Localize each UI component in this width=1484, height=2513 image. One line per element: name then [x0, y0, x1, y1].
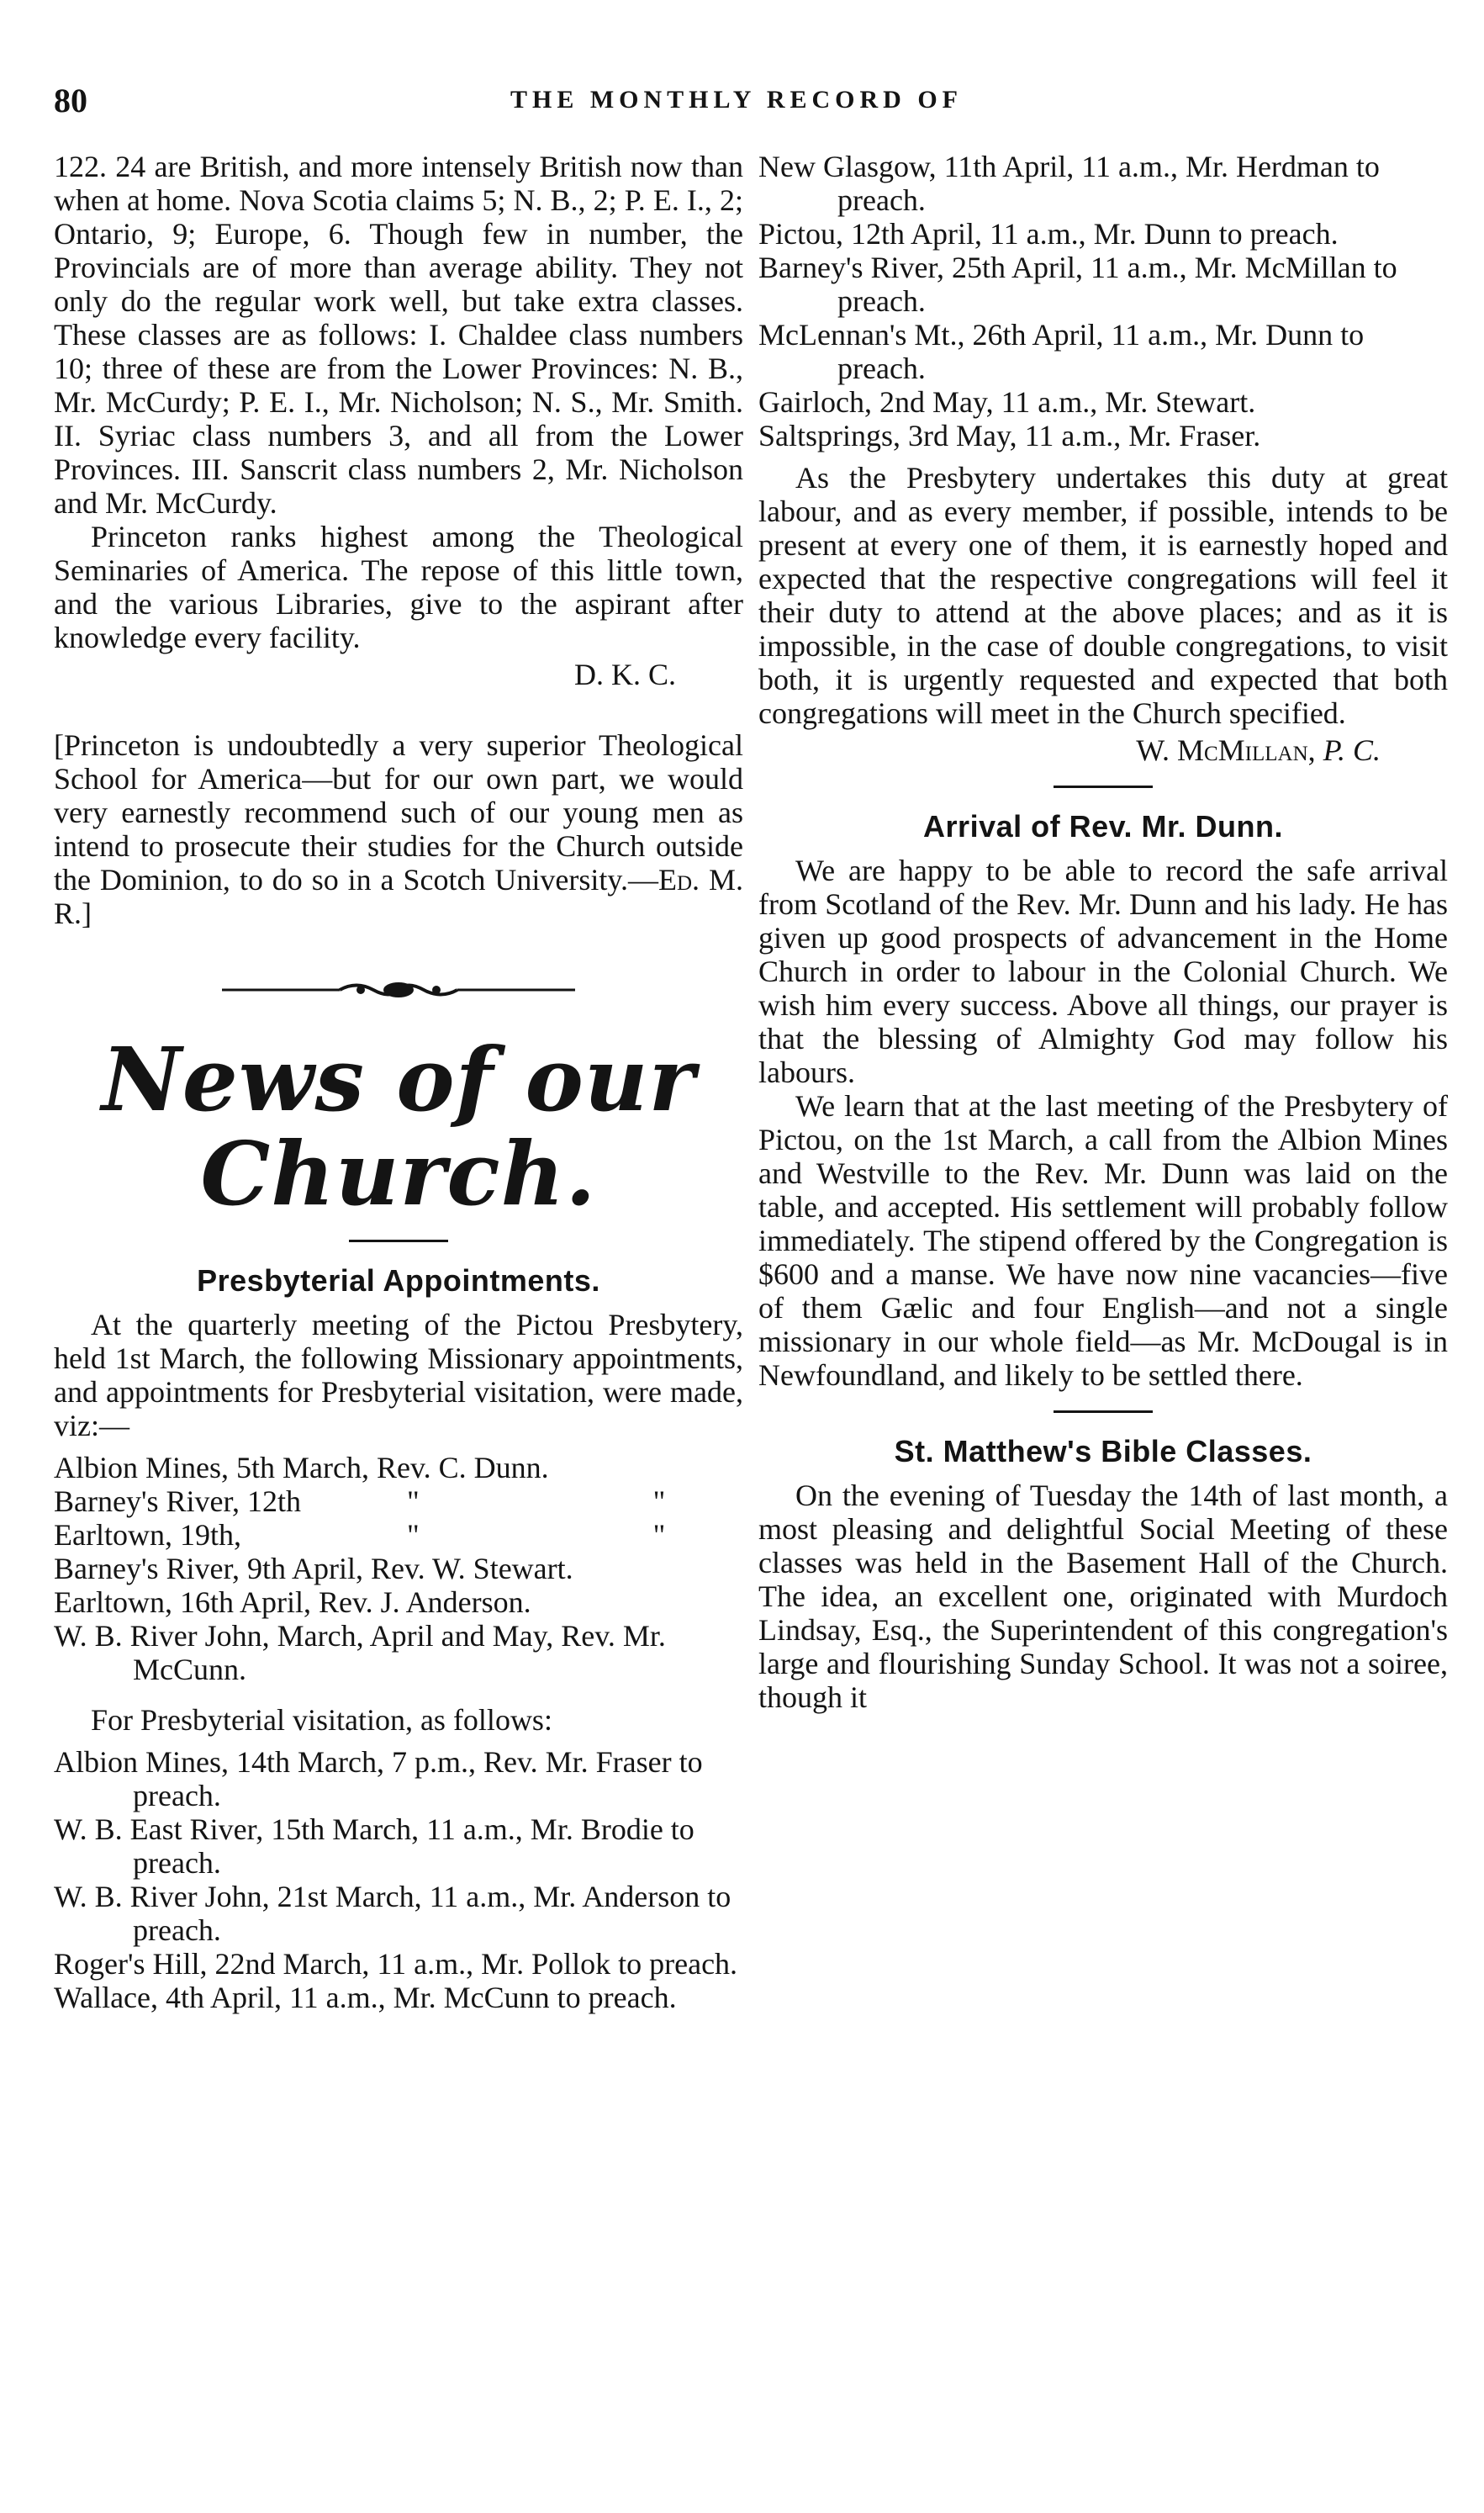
appointment-river-john: W. B. River John, March, April and May, Rev. Mr. McCunn.	[54, 1619, 666, 1686]
visitation-intro: For Presbyterial visitation, as follows:	[91, 1703, 552, 1737]
section-rule	[1054, 786, 1153, 788]
presbytery-duty-paragraph: As the Presbytery undertakes this duty at great labour, and as every member, if possible, intends to be present at every one of them, it is earnestly hoped and expected that the respective congregations will feel it their duty to attend at the above places; and as it is impossible, in the case of double congregations, to visit both, it is urgently requested and expected that both congregations will meet in the Church specified.	[758, 461, 1448, 730]
appointment-earltown-ditto	[54, 1518, 743, 1552]
editor-note-close: ]	[82, 897, 92, 930]
ditto-mark: "	[652, 1518, 666, 1552]
visitation-item: W. B. River John, 21st March, 11 a.m., Mr. Anderson to preach.	[54, 1880, 731, 1947]
editor-note	[54, 728, 743, 930]
arrival-paragraph: We are happy to be able to record the safe arrival from Scotland of the Rev. Mr. Dunn and his lady. He has given up good prospects of advancement in the Home Church in order to labour in the Colonial Church. We wish him every success. Above all things, our prayer is that the blessing of Almighty God may follow his labours.	[758, 854, 1448, 1089]
clerk-signature	[758, 733, 1448, 767]
ditto-place: Barney's River, 12th	[54, 1484, 301, 1518]
left-column	[54, 150, 743, 2014]
section-title: News of our Church.	[101, 1028, 696, 1225]
author-signature: D. K. C.	[573, 658, 676, 691]
subheading-arrival: Arrival of Rev. Mr. Dunn.	[923, 809, 1283, 844]
visitation-item: Wallace, 4th April, 11 a.m., Mr. McCunn to preach.	[54, 1981, 677, 2014]
visitation-item: Saltsprings, 3rd May, 11 a.m., Mr. Fraser.	[758, 419, 1261, 452]
visitation-item: Gairloch, 2nd May, 11 a.m., Mr. Stewart.	[758, 385, 1256, 419]
subheading-presbyterial-appointments: Presbyterial Appointments.	[197, 1263, 600, 1298]
visitation-item: Roger's Hill, 22nd March, 11 a.m., Mr. Pollok to preach.	[54, 1947, 738, 1981]
subheading-bible-classes: St. Matthew's Bible Classes.	[894, 1434, 1312, 1468]
visitation-item: New Glasgow, 11th April, 11 a.m., Mr. Herdman to preach.	[758, 150, 1380, 217]
ditto-mark: "	[652, 1484, 666, 1518]
appointment-earltown-april: Earltown, 16th April, Rev. J. Anderson.	[54, 1585, 531, 1619]
appointment-barneys-river-ditto	[54, 1484, 743, 1518]
clerk-role: P. C.	[1323, 733, 1381, 767]
appointments-intro: At the quarterly meeting of the Pictou Presbytery, held 1st March, the following Missionary appointments, and appointments for Presbyterial visitation, were made, viz:—	[54, 1308, 743, 1442]
ditto-place: Earltown, 19th,	[54, 1518, 241, 1552]
visitation-item: Pictou, 12th April, 11 a.m., Mr. Dunn to preach.	[758, 217, 1339, 251]
running-head: THE MONTHLY RECORD OF	[510, 86, 963, 114]
ditto-mark: "	[407, 1484, 420, 1518]
visitation-item: McLennan's Mt., 26th April, 11 a.m., Mr. Dunn to preach.	[758, 318, 1365, 385]
page-header	[54, 81, 1419, 123]
title-rule	[349, 1240, 448, 1242]
appointment-barneys-river-april: Barney's River, 9th April, Rev. W. Stewart.	[54, 1552, 573, 1585]
call-paragraph: We learn that at the last meeting of the Presbytery of Pictou, on the 1st March, a call from the Albion Mines and Westville to the Rev. Mr. Dunn was laid on the table, and accepted. His settlement will probably follow immediately. The stipend offered by the Congregation is $600 and a manse. We have now nine vacancies—five of them Gælic and four English—and not a single missionary in our whole field—as Mr. McDougal is in Newfoundland, and likely to be settled there.	[758, 1089, 1448, 1392]
visitation-item: Barney's River, 25th April, 11 a.m., Mr. McMillan to preach.	[758, 251, 1397, 318]
right-column	[758, 150, 1448, 1714]
bible-classes-paragraph: On the evening of Tuesday the 14th of last month, a most pleasing and delightful Social Meeting of these classes was held in the Basement Hall of the Church. The idea, an excellent one, originated with Murdoch Lindsay, Esq., the Superintendent of this congregation's large and flourishing Sunday School. It was not a soiree, though it	[758, 1479, 1448, 1714]
princeton-paragraph-1: 122. 24 are British, and more intensely British now than when at home. Nova Scotia claims 5; N. B., 2; P. E. I., 2; Ontario, 9; Europe, 6. Though few in number, the Provincials are of more than average ability. They not only do the regular work well, but take extra classes. These classes are as follows: I. Chaldee class numbers 10; three of these are from the Lower Provinces: N. B., Mr. McCurdy; P. E. I., Mr. Nicholson; N. S., Mr. Smith. II. Syriac class numbers 3, and all from the Lower Provinces. III. Sanscrit class numbers 2, Mr. Nicholson and Mr. McCurdy.	[54, 150, 743, 520]
ditto-mark: "	[407, 1518, 420, 1552]
clerk-name: W. McMillan,	[1136, 733, 1316, 767]
appointment-albion-mines: Albion Mines, 5th March, Rev. C. Dunn.	[54, 1451, 549, 1484]
ornament-divider	[222, 977, 575, 1003]
editor-note-text: [Princeton is undoubtedly a very superior Theological School for America—but for our own part, we would very earnestly recommend such of our young men as intend to prosecute their studies for the Church outside the Dominion, to do so in a Scotch University.—	[54, 728, 743, 897]
page-number: 80	[54, 82, 87, 119]
princeton-paragraph-2: Princeton ranks highest among the Theological Seminaries of America. The repose of this little town, and the various Libraries, give to the aspirant after knowledge every facility.	[54, 520, 743, 654]
visitation-item: Albion Mines, 14th March, 7 p.m., Rev. Mr. Fraser to preach.	[54, 1745, 703, 1812]
visitation-item: W. B. East River, 15th March, 11 a.m., Mr. Brodie to preach.	[54, 1812, 694, 1880]
section-rule	[1054, 1410, 1153, 1413]
editor-note-signature: Ed. M. R.	[54, 863, 743, 930]
